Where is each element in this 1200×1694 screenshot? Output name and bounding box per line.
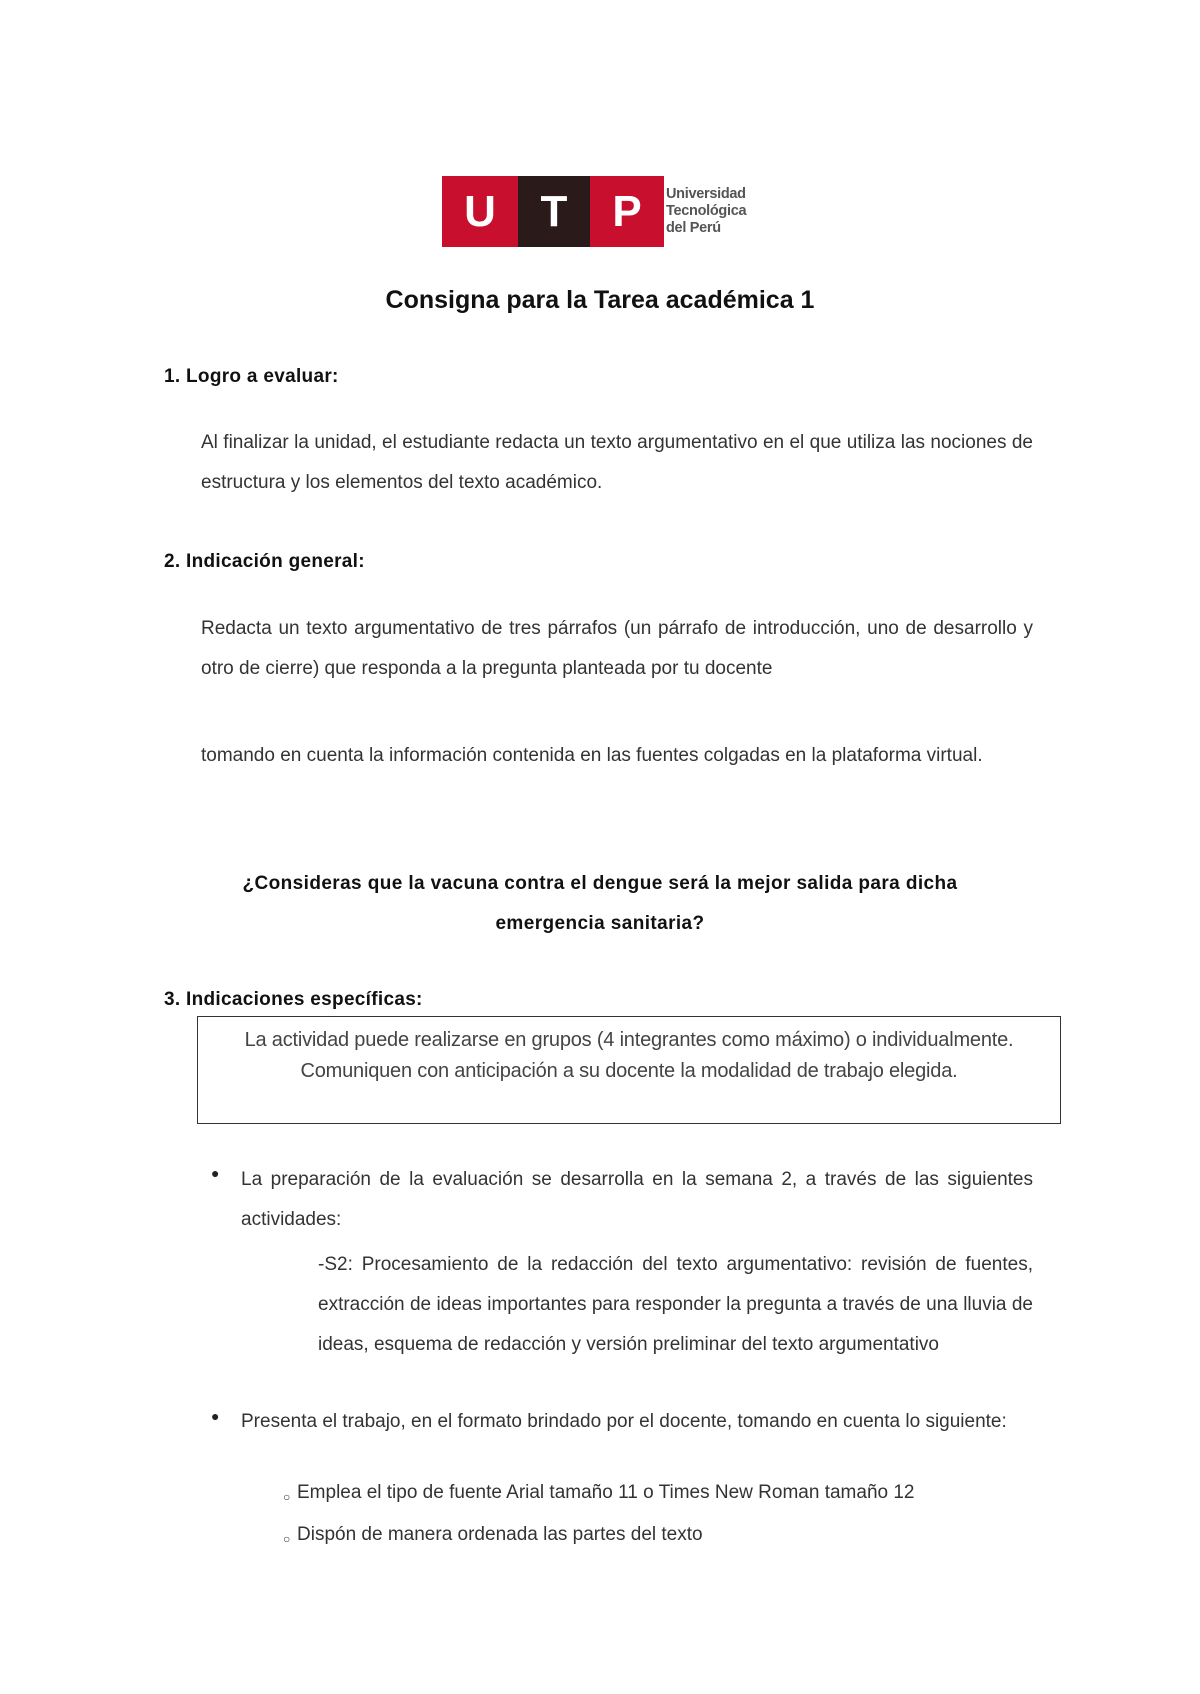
logo-letter-p: P <box>590 176 664 247</box>
bullet-preparation-sub: -S2: Procesamiento de la redacción del texto argumentativo: revisión de fuentes, extracción de ideas importantes para responder la pregunta a través de una lluvia de ideas, esquema de redacción y versión preliminar del texto argumentativo <box>318 1254 1033 1355</box>
format-item-order: Dispón de manera ordenada las partes del texto <box>297 1524 703 1545</box>
section-2-paragraph-1: Redacta un texto argumentativo de tres párrafos (un párrafo de introducción, uno de desarrollo y otro de cierre) que responda a la pregunta planteada por tu docente <box>201 618 1033 679</box>
section-3-heading: 3. Indicaciones específicas: <box>164 989 423 1010</box>
research-question: ¿Consideras que la vacuna contra el dengue será la mejor salida para dicha emergencia sanitaria? <box>242 873 958 934</box>
section-2-heading: 2. Indicación general: <box>164 551 365 572</box>
section-1-heading: 1. Logro a evaluar: <box>164 366 339 387</box>
format-item-font: Emplea el tipo de fuente Arial tamaño 11 o Times New Roman tamaño 12 <box>297 1482 915 1503</box>
bullet-icon: ● <box>211 1165 220 1181</box>
utp-logo <box>442 176 762 248</box>
circle-bullet-icon: ○ <box>283 1490 291 1504</box>
logo-line-2: Tecnológica <box>666 203 747 219</box>
logo-wordmark <box>666 186 766 237</box>
document-title: Consigna para la Tarea académica 1 <box>385 286 815 314</box>
group-work-note-box: La actividad puede realizarse en grupos (4 integrantes como máximo) o individualmente. Comuniquen con anticipación a su docente la modalidad de trabajo elegida. <box>197 1016 1061 1124</box>
logo-letter-u: U <box>442 176 518 247</box>
logo-line-3: del Perú <box>666 220 721 236</box>
logo-letter-t: T <box>518 176 590 247</box>
circle-bullet-icon: ○ <box>283 1532 291 1546</box>
logo-line-1: Universidad <box>666 186 746 202</box>
section-2-paragraph-2: tomando en cuenta la información contenida en las fuentes colgadas en la plataforma virtual. <box>201 745 983 766</box>
section-1-paragraph: Al finalizar la unidad, el estudiante redacta un texto argumentativo en el que utiliza las nociones de estructura y los elementos del texto académico. <box>201 432 1033 493</box>
bullet-presentation: Presenta el trabajo, en el formato brindado por el docente, tomando en cuenta lo siguiente: <box>241 1411 1007 1432</box>
bullet-preparation: La preparación de la evaluación se desarrolla en la semana 2, a través de las siguientes actividades: <box>241 1169 1033 1230</box>
bullet-icon: ● <box>211 1408 220 1424</box>
